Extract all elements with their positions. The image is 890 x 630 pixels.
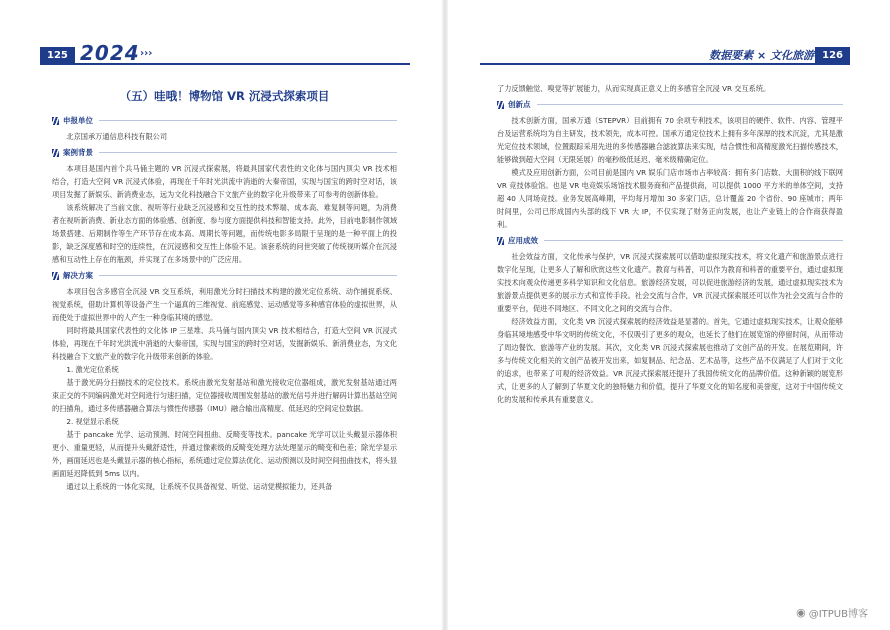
section-rule xyxy=(99,152,397,153)
section-stripe-icon xyxy=(497,101,504,109)
watermark-text: @ITPUB博客 xyxy=(808,609,868,620)
item-2-tail: 通过以上系统的一体化实现，让系统不仅具备视觉、听觉、运动觉模拟能力，还具备 xyxy=(66,482,333,491)
watermark xyxy=(796,605,868,620)
right-page-header xyxy=(700,47,850,69)
solution-paragraph-2: 同时将最具国家代表性的文化体 IP 三星堆、兵马俑与国内顶尖 VR 技术相结合，打造大空间 VR 沉浸式体验，再现在千年时光洪流中消逝的大秦帝国，实现与国宝的跨时空对话，发掘新娱乐、新消费业态，为文化科技融合下文旅产业的数字化升级带来创新的体验。 xyxy=(52,326,398,361)
section-label: 解决方案 xyxy=(63,271,93,280)
section-results xyxy=(497,234,843,247)
applicant-name: 北京国承万通信息科技有限公司 xyxy=(66,132,168,141)
section-solution xyxy=(52,269,397,282)
section-rule xyxy=(99,275,397,276)
solution-paragraph-1: 本项目包含多感官全沉浸 VR 交互系统，利用激光分时扫描技术构建的激光定位系统、动作捕捉系统、视觉系统，借助计算机等设备产生一个逼真的三维视觉、前庭感觉、运动感觉等多种感官体验的虚拟世界，从而使处于虚拟世界中的人产生一种身临其境的感觉。 xyxy=(52,287,398,322)
blog-logo-icon: ◉ xyxy=(796,606,806,619)
right-page xyxy=(445,0,890,630)
page-number-right: 126 xyxy=(815,47,850,65)
section-stripe-icon xyxy=(52,117,59,125)
section-label: 创新点 xyxy=(508,100,531,109)
results-paragraph-2: 经济效益方面，文化类 VR 沉浸式探索展的经济效益是显著的。首先，它通过虚拟现实技术，让观众能够身临其境地感受中华文明的传统文化，不仅吸引了更多的观众，也延长了他们在展览馆的停留时间，从而带动了周边餐饮、旅游等产业的发展。其次，文化类 VR 沉浸式探索展也推动了文创产品的开发。在展览期间，许多与传统文化相关的文创产品被开发出来，如复制品、纪念品、艺术品等，这些产品不仅满足了人们对于文化的追求，也带来了可观的经济效益。VR 沉浸式探索展还提升了我国传统文化的品牌价值。这种新颖的展览形式，让更多的人了解到了华夏文化的独特魅力和价值，提升了华夏文化的知名度和美誉度，这对于中国传统文化的发展和传承具有重要意义。 xyxy=(497,317,843,404)
right-column xyxy=(497,82,843,406)
innovation-paragraph-1: 技术创新方面，国承万通（STEPVR）目前拥有 70 余项专利技术，该项目的硬件、软件、内容、管理平台及运营系统均为自主研发，技术领先，成本可控。国承万通定位技术上拥有多年深厚的技术沉淀，尤其是激光定位技术领域，位置跟踪采用先进的多传感器融合滤波算法来实现，结合惯性和高精度激光扫描传感技术，能够做到超大空间（无限延展）的毫秒级低延迟、毫米级精确定位。 xyxy=(497,116,843,164)
section-innovation xyxy=(497,98,843,111)
item-2-text: 基于 pancake 光学、运动预测、时间空间扭曲、反畸变等技术。pancake 光学可以让头戴显示器体积更小、重量更轻，从而提升头戴舒适性，并通过像素级的反畸变处理方法处理显示的畸变和色差；除光学显示外，画面延迟也是头戴显示器的核心指标，系统通过定位算法优化、运动预测以及时间空间扭曲技术，将头显画面延迟降低到 5ms 以内。 xyxy=(52,430,398,478)
section-stripe-icon xyxy=(52,272,59,280)
left-column xyxy=(52,82,397,493)
innovation-paragraph-2: 模式及应用创新方面，公司目前是国内 VR 娱乐门店市场市占率较高：拥有多门店数、大面积的线下联网 VR 竞技体验馆。也是 VR 电竞娱乐场馆技术服务商和产品提供商，可以提供 1000 平方米的单体空间，支持超 40 人同场竞技。业务发展高峰期，平均每月增加 30 多家门店，总计覆盖 20 个省份、90 座城市；两年时间里，公司已形成国内头部的线下 VR 大 IP，不仅实现了财务正向发展，也让产业链上的合作商获得盈利。 xyxy=(497,168,843,229)
section-applicant xyxy=(52,114,397,127)
year-logo: 2024 xyxy=(80,41,140,65)
section-rule xyxy=(99,120,397,121)
section-stripe-icon xyxy=(497,237,504,245)
chevron-arrows-icon: ››› xyxy=(140,48,153,59)
section-rule xyxy=(544,240,843,241)
background-paragraph-1: 本项目是国内首个兵马俑主题的 VR 沉浸式探索展，将最具国家代表性的文化体与国内顶尖 VR 技术相结合，打造大空间 VR 沉浸式体验，再现在千年时光洪流中消逝的大秦帝国，实现与国宝的跨时空对话，该项目发掘了新娱乐、新消费业态，远为文化科技融合下文旅产业的数字化升级带来了可参考的创新体验。 xyxy=(52,164,397,199)
section-background xyxy=(52,146,397,159)
section-label: 应用成效 xyxy=(508,236,538,245)
section-stripe-icon xyxy=(52,149,59,157)
left-page-header xyxy=(40,41,410,69)
running-header-title: 数据要素 × 文化旅游 xyxy=(709,49,814,62)
section-label: 申报单位 xyxy=(63,116,93,125)
continued-paragraph: 了力反馈触觉、嗅觉等扩展能力，从而实现真正意义上的多感官全沉浸 VR 交互系统。 xyxy=(497,84,771,93)
item-1-title: 1. 激光定位系统 xyxy=(66,365,119,374)
page-number-left: 125 xyxy=(40,47,75,65)
project-title: （五）哇哦！博物馆 VR 沉浸式探索项目 xyxy=(119,89,330,103)
section-rule xyxy=(537,104,844,105)
item-2-title: 2. 视觉显示系统 xyxy=(66,417,119,426)
header-rule xyxy=(480,63,850,65)
section-label: 案例背景 xyxy=(63,148,93,157)
results-paragraph-1: 社会效益方面，文化传承与保护，VR 沉浸式探索展可以借助虚拟现实技术，将文化遗产和旅游景点进行数字化呈现，让更多人了解和欣赏这些文化遗产。教育与科普，可以作为教育和科普的重要平台，通过虚拟现实技术向观众传递更多科学知识和文化信息。旅游经济发展，可以促进旅游经济的发展，通过虚拟现实技术为旅游景点提供更多的展示方式和宣传手段。社会交流与合作，VR 沉浸式探索展还可以作为社会交流与合作的重要平台，促进不同地区、不同文化之间的交流与合作。 xyxy=(497,252,843,313)
item-1-text: 基于激光码分扫描技术的定位技术。系统由激光发射基站和激光接收定位器组成，激光发射基站通过两束正交的不同编码激光对空间进行匀速扫描，定位器接收周围发射基站的激光信号并进行解码计算出基站空间的扫描角，通过多传感器融合算法与惯性传感器（IMU）融合输出高精度、低延迟的空间定位数据。 xyxy=(52,378,398,413)
background-paragraph-2: 该系统解决了当前文旅、视听等行业缺乏沉浸感和交互性的技术弊端、成本高、难复制等问题，为消费者在视听新消费、新业态方面的体验感、创新度、参与度方面提供科技和智能支持。此外，目前电影制作领域场景搭建、后期制作等生产环节存在成本高、周期长等问题，而传统电影多局限于呈现的是一种平面上的投影，缺乏深度感和时空的连续性，在沉浸感和交互性上体验不足。该套系统的问世突破了传统视听媒介在沉浸感和互动性上存在的瓶颈，并实现了在多场景中的广泛应用。 xyxy=(52,203,398,264)
